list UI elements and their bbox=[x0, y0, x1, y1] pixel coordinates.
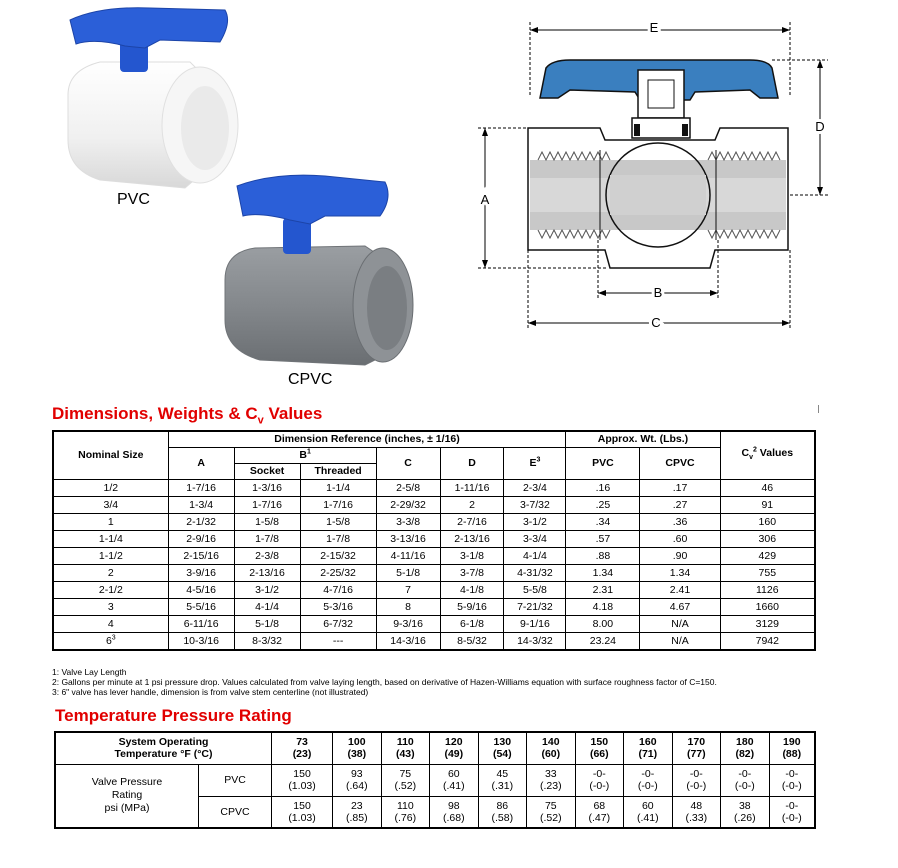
table-cell: 4-1/4 bbox=[504, 548, 566, 565]
header-line-1: System Operating bbox=[118, 736, 209, 749]
table-cell: 2 bbox=[53, 565, 168, 582]
temperature-header-cell: 190 (88) bbox=[769, 732, 815, 764]
table-cell: 2.31 bbox=[566, 582, 640, 599]
table-cell: 1126 bbox=[720, 582, 815, 599]
pressure-cell: 48 (.33) bbox=[672, 796, 721, 828]
pressure-cell: 60 (.41) bbox=[624, 796, 673, 828]
row-label-line-3: psi (MPa) bbox=[104, 802, 150, 815]
table-cell: 8-3/32 bbox=[234, 633, 300, 651]
header-pvc: PVC bbox=[566, 448, 640, 480]
table-cell: 1-1/4 bbox=[53, 531, 168, 548]
temperature-header-cell: 110 (43) bbox=[381, 732, 430, 764]
table-row bbox=[53, 531, 815, 548]
row-label-valve-pressure bbox=[55, 764, 199, 828]
header-line-2: Temperature °F (°C) bbox=[114, 748, 213, 761]
table-cell: 3-1/2 bbox=[234, 582, 300, 599]
table-cell: 23.24 bbox=[566, 633, 640, 651]
table-cell: 4-5/16 bbox=[168, 582, 234, 599]
temperature-header-cell: 130 (54) bbox=[478, 732, 527, 764]
table-cell: 5-3/16 bbox=[300, 599, 376, 616]
temperature-header-cell: 140 (60) bbox=[527, 732, 576, 764]
table-cell: 4 bbox=[53, 616, 168, 633]
table-cell: 3-1/8 bbox=[440, 548, 504, 565]
header-a: A bbox=[168, 448, 234, 480]
pressure-cell: 38 (.26) bbox=[721, 796, 770, 828]
table-cell: N/A bbox=[640, 633, 720, 651]
pressure-cell: 150 (1.03) bbox=[272, 764, 333, 796]
table-cell: 4.18 bbox=[566, 599, 640, 616]
temperature-header-cell: 150 (66) bbox=[575, 732, 624, 764]
table-cell: 1/2 bbox=[53, 480, 168, 497]
table-cell: .57 bbox=[566, 531, 640, 548]
table-cell: 3-3/4 bbox=[504, 531, 566, 548]
table-cell: 2.41 bbox=[640, 582, 720, 599]
temperature-header-cell: 100 (38) bbox=[333, 732, 382, 764]
table-cell: 2-15/32 bbox=[300, 548, 376, 565]
table-row bbox=[53, 514, 815, 531]
temperature-section-title: Temperature Pressure Rating bbox=[55, 706, 292, 725]
divider-tick bbox=[818, 405, 819, 413]
pressure-cell: -0- (-0-) bbox=[575, 764, 624, 796]
table-cell: .60 bbox=[640, 531, 720, 548]
title-subscript: v bbox=[257, 414, 264, 427]
table-cell: 306 bbox=[720, 531, 815, 548]
table-cell: 1-5/8 bbox=[300, 514, 376, 531]
table-cell: 4-31/32 bbox=[504, 565, 566, 582]
pressure-cell: -0- (-0-) bbox=[769, 796, 815, 828]
table-cell: 755 bbox=[720, 565, 815, 582]
temperature-table-body bbox=[55, 732, 815, 828]
table-cell: 1-1/4 bbox=[300, 480, 376, 497]
pvc-photo-label: PVC bbox=[117, 191, 150, 208]
table-cell: 7942 bbox=[720, 633, 815, 651]
table-cell: 8-5/32 bbox=[440, 633, 504, 651]
table-cell: .90 bbox=[640, 548, 720, 565]
table-cell: 2-1/32 bbox=[168, 514, 234, 531]
table-cell: .88 bbox=[566, 548, 640, 565]
table-cell: 160 bbox=[720, 514, 815, 531]
table-cell: 5-1/8 bbox=[376, 565, 440, 582]
pressure-cell: 68 (.47) bbox=[575, 796, 624, 828]
header-system-operating-temp bbox=[55, 732, 272, 764]
dim-d-label: D bbox=[815, 119, 825, 134]
dim-a-label: A bbox=[480, 192, 490, 207]
table-cell: 5-1/8 bbox=[234, 616, 300, 633]
pressure-cell: 60 (.41) bbox=[430, 764, 479, 796]
pressure-cell: 110 (.76) bbox=[381, 796, 430, 828]
table-cell: 1-7/8 bbox=[234, 531, 300, 548]
table-cell: 2-5/8 bbox=[376, 480, 440, 497]
title-end: Values bbox=[263, 404, 323, 423]
table-cell: 5-9/16 bbox=[440, 599, 504, 616]
pressure-cell: 23 (.85) bbox=[333, 796, 382, 828]
table-cell: 1-7/16 bbox=[300, 497, 376, 514]
temperature-header-cell: 120 (49) bbox=[430, 732, 479, 764]
table-cell: .17 bbox=[640, 480, 720, 497]
header-threaded: Threaded bbox=[300, 464, 376, 480]
table-row bbox=[53, 480, 815, 497]
table-cell: $6^3$ bbox=[53, 633, 168, 651]
table-row bbox=[53, 548, 815, 565]
table-cell: 2-3/4 bbox=[504, 480, 566, 497]
table-cell: 2-9/16 bbox=[168, 531, 234, 548]
temperature-pressure-table bbox=[54, 731, 816, 829]
valve-dimension-diagram bbox=[460, 0, 860, 340]
table-row bbox=[53, 599, 815, 616]
header-cpvc: CPVC bbox=[640, 448, 720, 480]
pressure-cell: 33 (.23) bbox=[527, 764, 576, 796]
table-row bbox=[53, 616, 815, 633]
header-e: $E^3$ bbox=[504, 448, 566, 480]
temperature-header-cell: 160 (71) bbox=[624, 732, 673, 764]
table-cell: 8 bbox=[376, 599, 440, 616]
table-cell: 5-5/16 bbox=[168, 599, 234, 616]
table-cell: .34 bbox=[566, 514, 640, 531]
table-cell: 3/4 bbox=[53, 497, 168, 514]
table-cell: 1-1/2 bbox=[53, 548, 168, 565]
table-cell: 5-5/8 bbox=[504, 582, 566, 599]
table-cell: 3 bbox=[53, 599, 168, 616]
table-cell: 14-3/32 bbox=[504, 633, 566, 651]
header-c: C bbox=[376, 448, 440, 480]
row-label-pvc: PVC bbox=[199, 764, 272, 796]
table-cell: 4-7/16 bbox=[300, 582, 376, 599]
table-cell: 3129 bbox=[720, 616, 815, 633]
header-nominal-size: Nominal Size bbox=[53, 431, 168, 480]
dimensions-table bbox=[52, 430, 816, 651]
table-cell: 1-5/8 bbox=[234, 514, 300, 531]
pressure-cell: -0- (-0-) bbox=[769, 764, 815, 796]
table-cell: 1 bbox=[53, 514, 168, 531]
table-cell: 1-7/16 bbox=[168, 480, 234, 497]
dimensions-section-title bbox=[52, 404, 322, 426]
table-cell: .25 bbox=[566, 497, 640, 514]
table-cell: 8.00 bbox=[566, 616, 640, 633]
footnote-1: 1: Valve Lay Length bbox=[52, 667, 127, 677]
table-cell: 1-3/16 bbox=[234, 480, 300, 497]
table-cell: 9-1/16 bbox=[504, 616, 566, 633]
table-cell: 3-3/8 bbox=[376, 514, 440, 531]
pressure-cell: 93 (.64) bbox=[333, 764, 382, 796]
table-cell: 2-3/8 bbox=[234, 548, 300, 565]
table-cell: .16 bbox=[566, 480, 640, 497]
table-cell: 14-3/16 bbox=[376, 633, 440, 651]
pressure-cell: 86 (.58) bbox=[478, 796, 527, 828]
table-cell: 1.34 bbox=[640, 565, 720, 582]
table-cell: 3-1/2 bbox=[504, 514, 566, 531]
table-cell: 2-25/32 bbox=[300, 565, 376, 582]
table-cell: 1-3/4 bbox=[168, 497, 234, 514]
dim-c-label: C bbox=[651, 315, 661, 330]
pressure-cell: 98 (.68) bbox=[430, 796, 479, 828]
table-cell: 91 bbox=[720, 497, 815, 514]
table-cell: 2-13/16 bbox=[440, 531, 504, 548]
header-b: $B^1$ bbox=[234, 448, 376, 464]
cpvc-valve-photo bbox=[215, 160, 440, 375]
table-cell: 3-7/8 bbox=[440, 565, 504, 582]
table-cell: .27 bbox=[640, 497, 720, 514]
table-cell: 4-11/16 bbox=[376, 548, 440, 565]
header-approx-weight: Approx. Wt. (Lbs.) bbox=[566, 431, 720, 448]
table-cell: 46 bbox=[720, 480, 815, 497]
footnote-2: 2: Gallons per minute at 1 psi pressure drop. Values calculated from valve laying length, based on derivative of Hazen-Williams equation with surface roughness factor of C=150. bbox=[52, 677, 717, 687]
table-cell: 7-21/32 bbox=[504, 599, 566, 616]
pressure-cell: 150 (1.03) bbox=[272, 796, 333, 828]
row-label-line-2: Rating bbox=[111, 789, 143, 802]
header-socket: Socket bbox=[234, 464, 300, 480]
table-row bbox=[53, 565, 815, 582]
table-cell: 3-13/16 bbox=[376, 531, 440, 548]
pressure-cell: 75 (.52) bbox=[527, 796, 576, 828]
table-cell: 2-7/16 bbox=[440, 514, 504, 531]
table-cell: 1-7/8 bbox=[300, 531, 376, 548]
table-cell: 2-29/32 bbox=[376, 497, 440, 514]
table-cell: 3-7/32 bbox=[504, 497, 566, 514]
table-row bbox=[53, 497, 815, 514]
pressure-cell: -0- (-0-) bbox=[624, 764, 673, 796]
pressure-cell: -0- (-0-) bbox=[721, 764, 770, 796]
table-cell: 2-1/2 bbox=[53, 582, 168, 599]
row-label-line-1: Valve Pressure bbox=[91, 776, 163, 789]
dimensions-table-body bbox=[53, 480, 815, 651]
pressure-cell: -0- (-0-) bbox=[672, 764, 721, 796]
table-cell: 9-3/16 bbox=[376, 616, 440, 633]
header-dimension-reference: Dimension Reference (inches, ± 1/16) bbox=[168, 431, 566, 448]
table-cell: 4.67 bbox=[640, 599, 720, 616]
table-cell: 1660 bbox=[720, 599, 815, 616]
dim-e-label: E bbox=[649, 20, 659, 35]
table-cell: 1-7/16 bbox=[234, 497, 300, 514]
header-cv-values: $C_v^2$ Values bbox=[720, 431, 815, 480]
table-cell: 1-11/16 bbox=[440, 480, 504, 497]
table-cell: 4-1/8 bbox=[440, 582, 504, 599]
table-cell: --- bbox=[300, 633, 376, 651]
table-cell: 6-7/32 bbox=[300, 616, 376, 633]
row-label-cpvc: CPVC bbox=[199, 796, 272, 828]
table-cell: N/A bbox=[640, 616, 720, 633]
pressure-cell: 45 (.31) bbox=[478, 764, 527, 796]
table-cell: 7 bbox=[376, 582, 440, 599]
table-cell: .36 bbox=[640, 514, 720, 531]
footnote-3: 3: 6" valve has lever handle, dimension is from valve stem centerline (not illustrated) bbox=[52, 687, 369, 697]
table-row bbox=[53, 582, 815, 599]
table-cell: 1.34 bbox=[566, 565, 640, 582]
temperature-header-cell: 170 (77) bbox=[672, 732, 721, 764]
table-cell: 6-11/16 bbox=[168, 616, 234, 633]
table-cell: 6-1/8 bbox=[440, 616, 504, 633]
table-cell: 2-13/16 bbox=[234, 565, 300, 582]
table-cell: 2 bbox=[440, 497, 504, 514]
table-cell: 3-9/16 bbox=[168, 565, 234, 582]
pressure-cell: 75 (.52) bbox=[381, 764, 430, 796]
title-text: Dimensions, Weights & C bbox=[52, 404, 258, 423]
temperature-header-cell: 73 (23) bbox=[272, 732, 333, 764]
table-cell: 429 bbox=[720, 548, 815, 565]
table-row bbox=[53, 633, 815, 651]
header-d: D bbox=[440, 448, 504, 480]
cpvc-photo-label: CPVC bbox=[288, 371, 333, 388]
table-cell: 4-1/4 bbox=[234, 599, 300, 616]
dim-b-label: B bbox=[653, 285, 663, 300]
table-cell: 2-15/16 bbox=[168, 548, 234, 565]
temperature-header-cell: 180 (82) bbox=[721, 732, 770, 764]
footnotes bbox=[52, 667, 717, 697]
table-cell: 10-3/16 bbox=[168, 633, 234, 651]
